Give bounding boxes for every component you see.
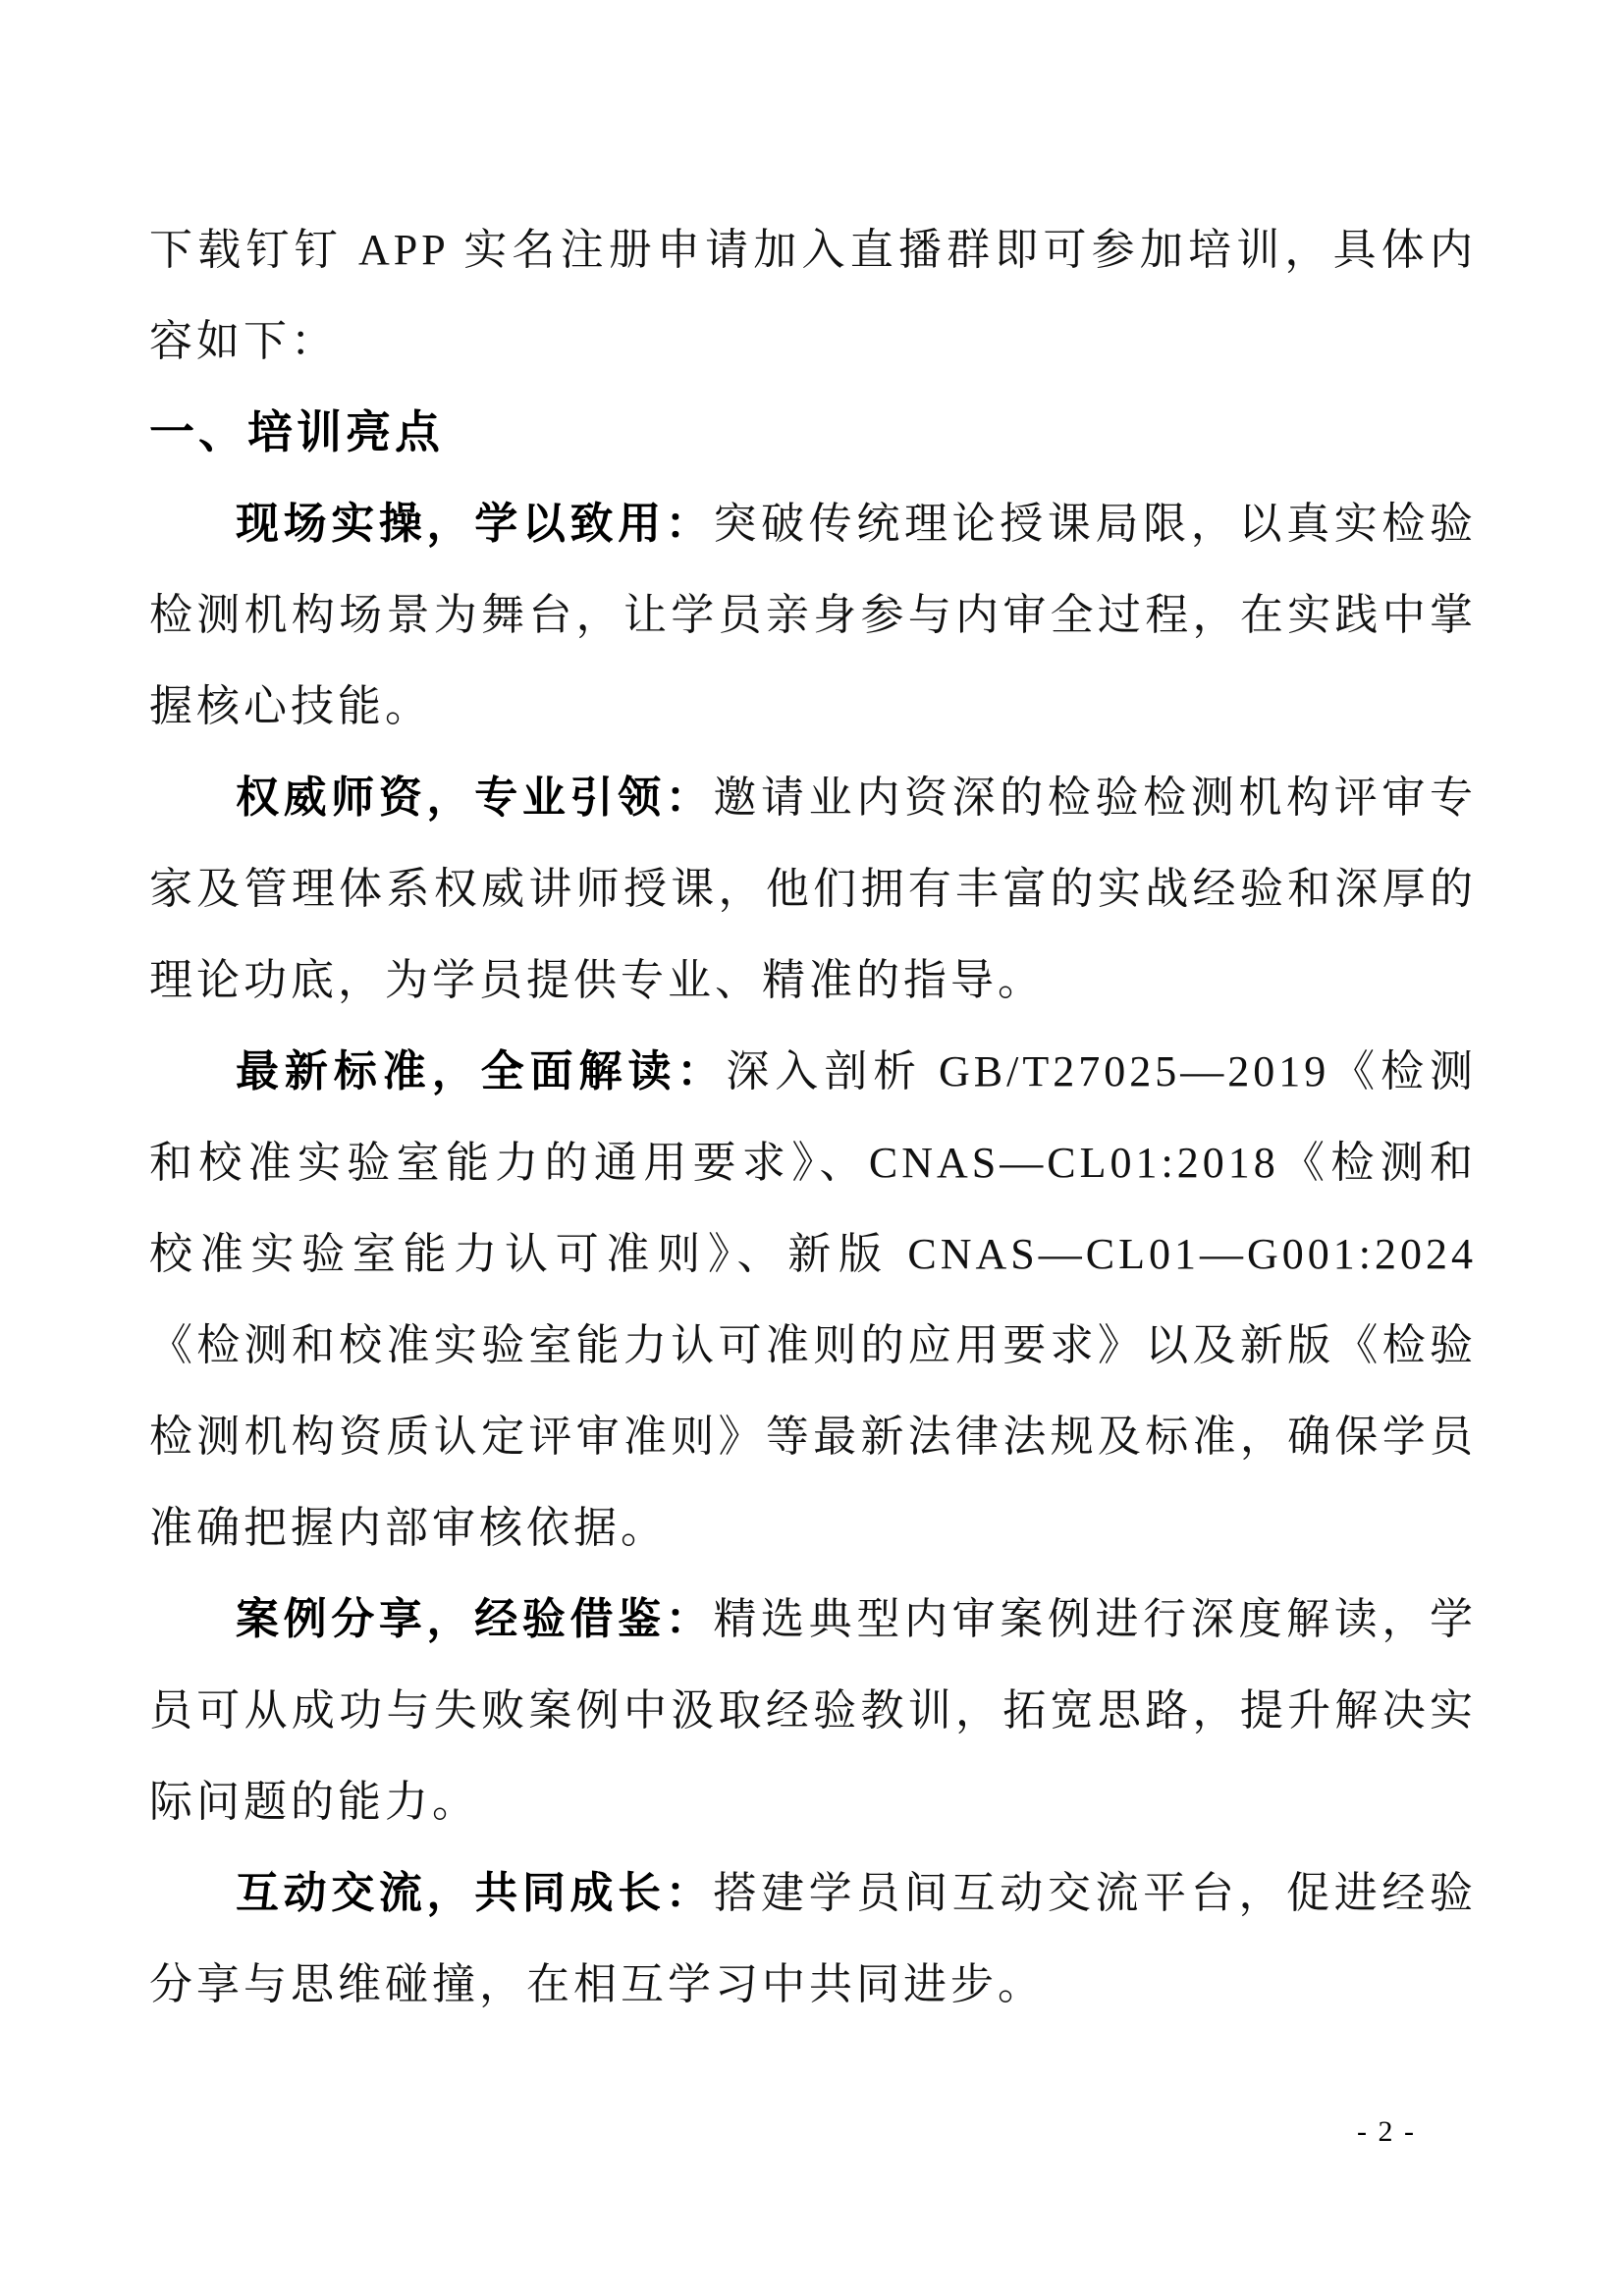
paragraph-body: 突破传统理论授课局限，以真实检验检测机构场景为舞台，让学员亲身参与内审全过程，在实践中掌握核心技能。 (149, 500, 1478, 730)
paragraph-lead: 互动交流，共同成长： (236, 1869, 714, 1917)
highlight-paragraph-cases (149, 1574, 1477, 1847)
highlight-paragraph-standards (149, 1026, 1477, 1574)
highlight-paragraph-onsite (149, 478, 1477, 752)
paragraph-lead: 权威师资，专业引领： (236, 774, 714, 822)
paragraph-lead: 现场实操，学以致用： (236, 500, 714, 548)
paragraph-lead: 案例分享，经验借鉴： (236, 1595, 714, 1643)
paragraph-body: 邀请业内资深的检验检测机构评审专家及管理体系权威讲师授课，他们拥有丰富的实战经验和深厚的理论功底，为学员提供专业、精准的指导。 (149, 774, 1478, 1004)
page-content (149, 204, 1477, 2030)
section-heading: 一、培训亮点 (149, 406, 444, 457)
paragraph-body: 精选典型内审案例进行深度解读，学员可从成功与失败案例中汲取经验教训，拓宽思路，提升解决实际问题的能力。 (149, 1595, 1478, 1826)
page-number: - 2 - (1357, 2115, 1416, 2148)
paragraph-body: 搭建学员间互动交流平台，促进经验分享与思维碰撞，在相互学习中共同进步。 (149, 1869, 1478, 2008)
highlight-paragraph-faculty (149, 752, 1477, 1026)
paragraph-lead: 最新标准，全面解读： (236, 1047, 727, 1095)
paragraph-body: 深入剖析 GB/T27025—2019《检测和校准实验室能力的通用要求》、CNAS—CL01:2018《检测和校准实验室能力认可准则》、新版 CNAS—CL01—G001:2024《检测和校准实验室能力认可准则的应用要求》以及新版《检验检测机构资质认定评审准则》等最新法律法规及标准，确保学员准确把握内部审核依据。 (149, 1047, 1478, 1552)
highlight-paragraph-interaction (149, 1847, 1477, 2030)
intro-paragraph: 下载钉钉 APP 实名注册申请加入直播群即可参加培训，具体内容如下： (149, 226, 1477, 365)
